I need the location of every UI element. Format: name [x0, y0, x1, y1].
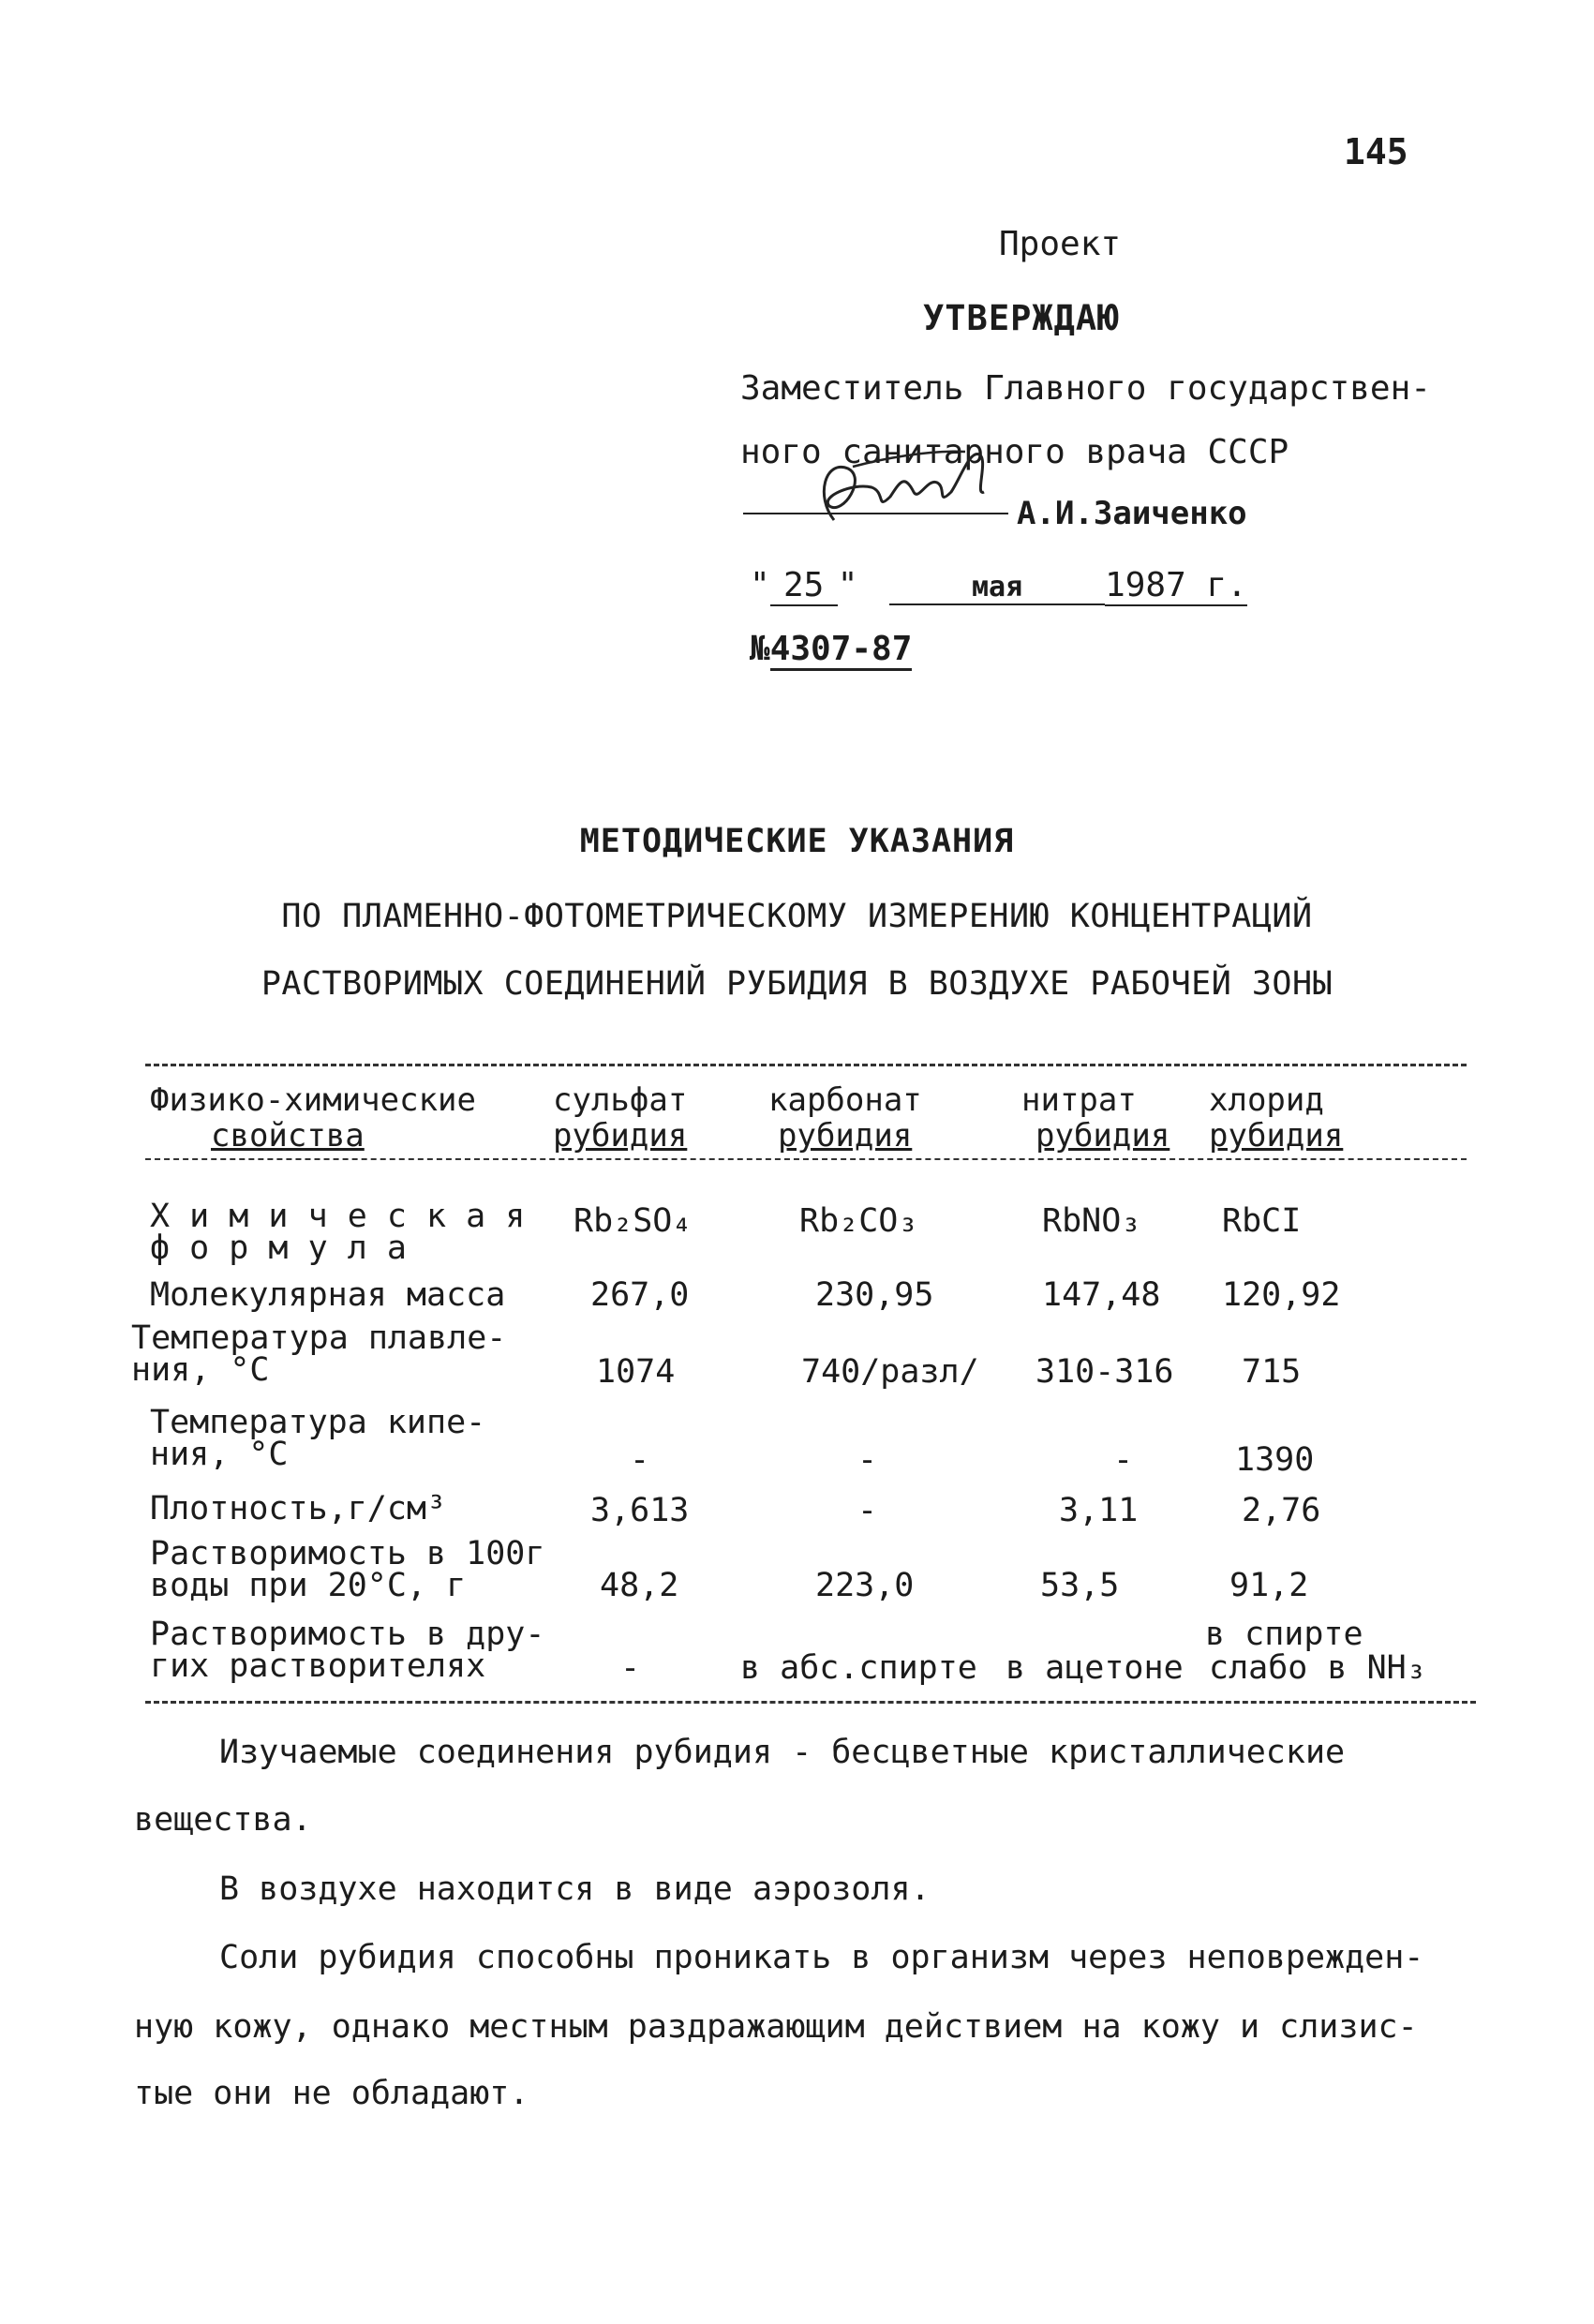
- cell-sulfate-density: 3,613: [590, 1492, 690, 1529]
- paragraph-3-line-2: ную кожу, однако местным раздражающим действием на кожу и слизис-: [134, 2008, 1418, 2046]
- table-header-property: Физико-химические: [150, 1081, 476, 1119]
- paragraph-1-line-2: вещества.: [134, 1801, 312, 1839]
- date-quote-open: ": [750, 566, 770, 604]
- cell-carbonate-formula: Rb₂CO₃: [799, 1202, 918, 1240]
- project-label: Проект: [999, 225, 1122, 263]
- page-number: 145: [1344, 131, 1408, 172]
- approve-label: УТВЕРЖДАЮ: [923, 298, 1120, 338]
- cell-nitrate-density: 3,11: [1059, 1492, 1139, 1529]
- row-molar-mass-label: Молекулярная масса: [150, 1276, 506, 1314]
- deputy-title-line-2: ного санитарного врача СССР: [740, 433, 1289, 471]
- row-solubility-label-1: Растворимость в 100г: [150, 1535, 545, 1572]
- cell-chloride-melting: 715: [1242, 1353, 1302, 1391]
- row-other-solvents-label-2: гих растворителях: [150, 1647, 486, 1685]
- signatory-name: А.И.Заиченко: [1017, 495, 1247, 532]
- paragraph-2-line-1: В воздухе находится в виде аэрозоля.: [219, 1870, 931, 1908]
- table-header-sulfate: сульфат: [553, 1081, 688, 1119]
- paragraph-1-line-1: Изучаемые соединения рубидия - бесцветные кристаллические: [219, 1734, 1346, 1771]
- table-header-carbonate-l2: рубидия: [778, 1117, 913, 1155]
- table-header-nitrate: нитрат: [1021, 1081, 1137, 1119]
- table-header-sulfate-l2: рубидия: [553, 1117, 688, 1155]
- document-number: [750, 630, 912, 668]
- row-formula-label-2: ф о р м у л а: [150, 1229, 407, 1267]
- date-month: мая: [889, 571, 1105, 605]
- cell-nitrate-mass: 147,48: [1042, 1276, 1161, 1314]
- table-header-rule: [145, 1158, 1467, 1160]
- cell-carbonate-solubility: 223,0: [815, 1567, 915, 1604]
- table-header-chloride-l2: рубидия: [1209, 1117, 1344, 1155]
- cell-sulfate-boiling: -: [630, 1441, 650, 1479]
- date-day: 25: [770, 566, 838, 606]
- row-solubility-label-2: воды при 20°С, г: [150, 1567, 467, 1604]
- cell-sulfate-solubility: 48,2: [600, 1567, 679, 1604]
- row-boiling-label-1: Температура кипе-: [150, 1404, 486, 1441]
- cell-chloride-other-solvents-1: в спирте: [1205, 1616, 1363, 1653]
- cell-sulfate-melting: 1074: [596, 1353, 676, 1391]
- cell-carbonate-mass: 230,95: [815, 1276, 934, 1314]
- cell-chloride-solubility: 91,2: [1229, 1567, 1309, 1604]
- doc-number-prefix: №: [750, 630, 770, 668]
- approval-date: [750, 566, 1247, 606]
- cell-carbonate-density: -: [857, 1492, 878, 1529]
- table-header-nitrate-l2: рубидия: [1035, 1117, 1170, 1155]
- table-header-property-l2: свойства: [211, 1117, 365, 1155]
- cell-nitrate-melting: 310-316: [1035, 1353, 1174, 1391]
- paragraph-3-line-1: Соли рубидия способны проникать в организм через неповрежден-: [219, 1939, 1424, 1976]
- doc-number-value: 4307-87: [770, 630, 913, 671]
- table-header-carbonate: карбонат: [768, 1081, 922, 1119]
- row-boiling-label-2: ния, °С: [150, 1436, 289, 1473]
- cell-chloride-formula: RbCI: [1222, 1202, 1302, 1240]
- paragraph-3-line-3: тые они не обладают.: [134, 2075, 529, 2112]
- row-melting-label-1: Температура плавле-: [131, 1319, 507, 1357]
- document-title-line-3: РАСТВОРИМЫХ СОЕДИНЕНИЙ РУБИДИЯ В ВОЗДУХЕ РАБОЧЕЙ ЗОНЫ: [261, 965, 1333, 1003]
- cell-sulfate-mass: 267,0: [590, 1276, 690, 1314]
- handwritten-signature: [797, 440, 1003, 529]
- cell-carbonate-other-solvents: в абс.спирте: [740, 1649, 977, 1687]
- cell-carbonate-melting: 740/разл/: [801, 1353, 979, 1391]
- cell-chloride-other-solvents-2: слабо в NH₃: [1209, 1649, 1426, 1687]
- cell-nitrate-formula: RbNO₃: [1042, 1202, 1141, 1240]
- cell-nitrate-other-solvents: в ацетоне: [1006, 1649, 1184, 1687]
- cell-nitrate-solubility: 53,5: [1040, 1567, 1120, 1604]
- row-formula-label-1: Х и м и ч е с к а я: [150, 1198, 526, 1235]
- document-title-line-1: МЕТОДИЧЕСКИЕ УКАЗАНИЯ: [579, 823, 1015, 860]
- table-bottom-rule: [145, 1701, 1476, 1704]
- deputy-title-line-1: Заместитель Главного государствен-: [740, 369, 1431, 408]
- row-other-solvents-label-1: Растворимость в дру-: [150, 1616, 545, 1653]
- cell-chloride-boiling: 1390: [1235, 1441, 1315, 1479]
- row-density-label: Плотность,г/см³: [150, 1490, 447, 1527]
- row-melting-label-2: ния, °С: [131, 1351, 270, 1389]
- cell-carbonate-boiling: -: [857, 1441, 878, 1479]
- cell-chloride-mass: 120,92: [1222, 1276, 1341, 1314]
- table-top-rule: [145, 1064, 1467, 1066]
- document-title-line-2: ПО ПЛАМЕННО-ФОТОМЕТРИЧЕСКОМУ ИЗМЕРЕНИЮ КОНЦЕНТРАЦИЙ: [281, 898, 1313, 935]
- cell-sulfate-formula: Rb₂SO₄: [574, 1202, 693, 1240]
- cell-nitrate-boiling: -: [1113, 1441, 1134, 1479]
- cell-chloride-density: 2,76: [1242, 1492, 1321, 1529]
- date-year: 1987 г.: [1105, 566, 1247, 604]
- cell-sulfate-other-solvents: -: [620, 1649, 641, 1687]
- table-header-chloride: хлорид: [1209, 1081, 1324, 1119]
- date-quote-close: ": [837, 566, 858, 604]
